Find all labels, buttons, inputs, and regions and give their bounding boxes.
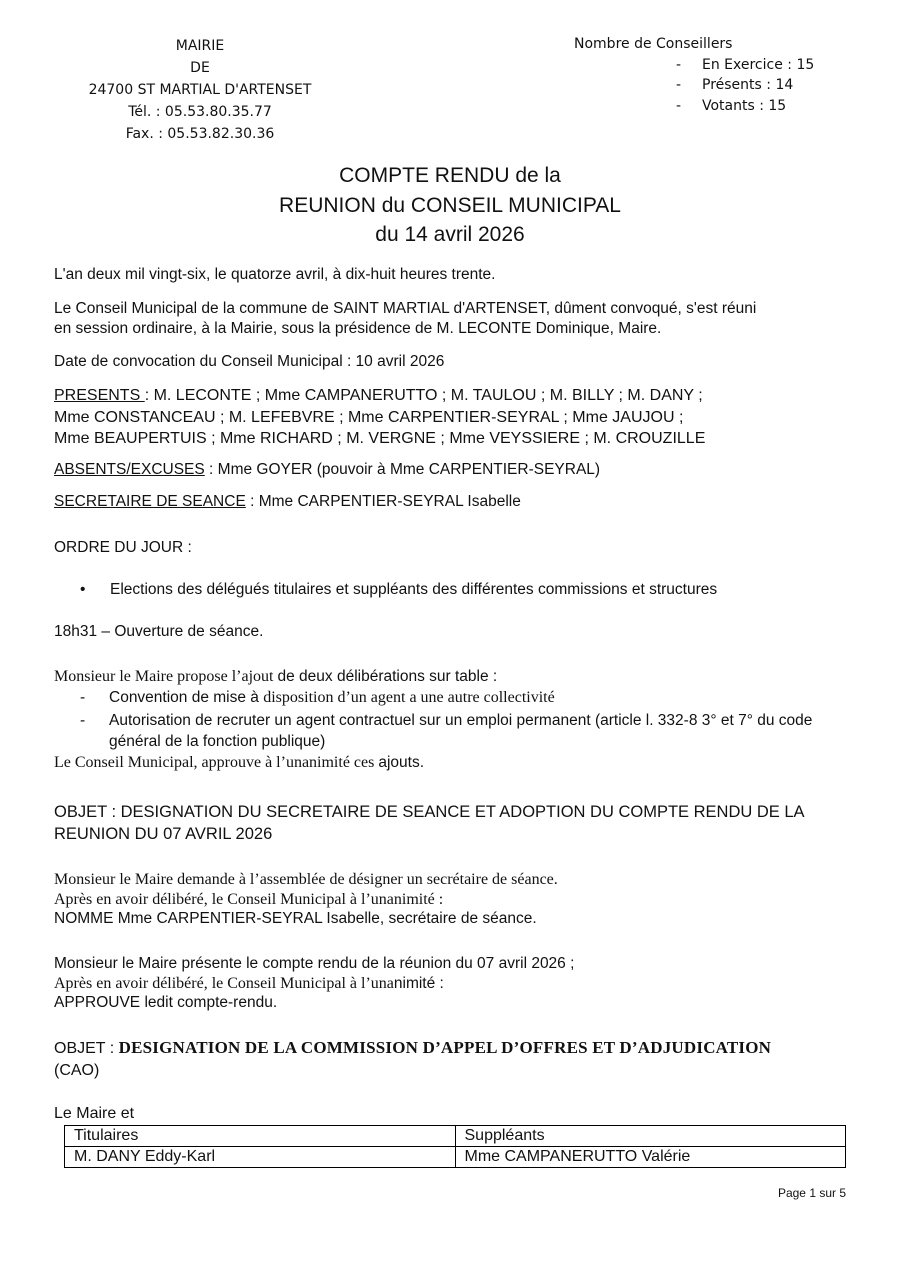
council-line: Le Conseil Municipal de la commune de SAINT MARTIAL d'ARTENSET, dûment convoqué, s'est réuni <box>54 300 757 317</box>
mairie-phone: Tél. : 05.53.80.35.77 <box>128 104 272 120</box>
objet1-after-2 <box>54 974 854 994</box>
additions-approval <box>54 752 854 773</box>
presents-paragraph <box>54 385 854 450</box>
dash-mark: - <box>676 77 682 93</box>
presents-label: PRESENTS <box>54 387 145 404</box>
agenda-heading-text: ORDRE DU JOUR : <box>54 539 192 556</box>
counsellors-item <box>574 75 814 96</box>
title-line: COMPTE RENDU de la <box>339 164 561 187</box>
objet1-compte-rendu-block <box>54 954 854 1013</box>
dash-mark: - <box>80 712 86 729</box>
title-line: du 14 avril 2026 <box>375 223 525 246</box>
absents-paragraph <box>54 460 854 480</box>
absents-label: ABSENTS/EXCUSES <box>54 461 205 478</box>
mairie-line: MAIRIE <box>175 38 225 54</box>
mairie-line: DE <box>190 60 210 76</box>
additions-block <box>54 666 854 773</box>
objet2-prefix: OBJET : <box>54 1040 119 1057</box>
secretaire-text: : Mme CARPENTIER-SEYRAL Isabelle <box>245 493 521 510</box>
objet1-nomme: NOMME Mme CARPENTIER-SEYRAL Isabelle, secrétaire de séance. <box>54 910 537 927</box>
convocation-paragraph <box>54 352 854 372</box>
date-text: L'an deux mil vingt-six, le quatorze avril, à dix-huit heures trente. <box>54 266 496 283</box>
counsellors-list <box>574 55 814 117</box>
document-title <box>0 161 900 250</box>
counsellors-item-text: Votants : 15 <box>702 97 787 114</box>
additions-intro-serif: Monsieur le Maire propose l’ajout <box>54 668 278 685</box>
counsellors-block <box>574 34 814 116</box>
dash-mark: - <box>676 56 682 73</box>
additions-item-sans: Convention de mise à <box>109 689 264 706</box>
counsellors-item <box>574 55 814 76</box>
counsellors-title: Nombre de Conseillers <box>574 36 733 52</box>
objet1-secretaire-block <box>54 870 854 929</box>
counsellors-item <box>574 96 814 117</box>
agenda-item-text: Elections des délégués titulaires et suppléants des différentes commissions et structures <box>110 581 718 598</box>
counsellors-item-text: Présents : 14 <box>702 77 794 93</box>
table-row <box>65 1147 846 1168</box>
agenda-heading <box>54 538 854 558</box>
presents-names: M. LECONTE ; Mme CAMPANERUTTO ; M. TAULOU ; M. BILLY ; M. DANY ; <box>153 387 703 404</box>
presents-sep: : <box>144 387 154 404</box>
agenda-item <box>80 581 717 599</box>
title-line: REUNION du CONSEIL MUNICIPAL <box>279 193 621 217</box>
opening-paragraph <box>54 622 854 642</box>
additions-approval-serif: Le Conseil Municipal, approuve à l’unanimité ces <box>54 754 379 771</box>
additions-item <box>54 710 854 752</box>
cao-table <box>64 1125 846 1168</box>
date-paragraph <box>54 265 854 285</box>
secretaire-label: SECRETAIRE DE SEANCE <box>54 493 246 510</box>
maire-et <box>54 1104 854 1124</box>
table-cell: Mme CAMPANERUTTO Valérie <box>455 1147 846 1168</box>
objet1-approuve: APPROUVE ledit compte-rendu. <box>54 994 278 1011</box>
objet1-after: Après en avoir délibéré, le Conseil Municipal à l’unanimité : <box>54 890 444 908</box>
additions-intro <box>54 666 854 687</box>
mairie-fax: Fax. : 05.53.82.30.36 <box>125 126 275 142</box>
additions-intro-sans: de deux délibérations sur table : <box>277 668 498 685</box>
dash-mark: - <box>80 689 86 706</box>
additions-item-sans: Autorisation de recruter un agent contractuel sur un emploi permanent (article l. 332-8 3° et 7° du code général de la fonction publique) <box>109 712 813 750</box>
objet2-heading <box>54 1037 846 1082</box>
objet1-after-2-sans: nimité : <box>393 974 444 992</box>
objet2-suffix: (CAO) <box>54 1062 100 1079</box>
secretaire-paragraph <box>54 492 854 512</box>
table-header-cell: Suppléants <box>455 1126 846 1147</box>
mairie-address-block <box>60 35 340 145</box>
mairie-line: 24700 ST MARTIAL D'ARTENSET <box>88 82 312 98</box>
counsellors-item-text: En Exercice : 15 <box>702 56 815 73</box>
bullet-icon: • <box>80 581 86 598</box>
objet1-ask: Monsieur le Maire demande à l’assemblée de désigner un secrétaire de séance. <box>54 871 558 888</box>
additions-item-serif: disposition d’un agent a une autre collectivité <box>263 689 555 706</box>
convocation-text: Date de convocation du Conseil Municipal : 10 avril 2026 <box>54 353 445 370</box>
page-number: Page 1 sur 5 <box>777 1186 846 1200</box>
objet2-title: DESIGNATION DE LA COMMISSION D’APPEL D’OFFRES ET D’ADJUDICATION <box>118 1038 772 1057</box>
objet1-after-2-serif: Après en avoir délibéré, le Conseil Municipal à l’una <box>54 974 394 992</box>
table-header-cell: Titulaires <box>65 1126 456 1147</box>
absents-text: : Mme GOYER (pouvoir à Mme CARPENTIER-SEYRAL) <box>204 461 601 478</box>
table-cell: M. DANY Eddy-Karl <box>65 1147 456 1168</box>
presents-line: Mme CONSTANCEAU ; M. LEFEBVRE ; Mme CARPENTIER-SEYRAL ; Mme JAUJOU ; <box>54 408 684 426</box>
objet1-presente: Monsieur le Maire présente le compte rendu de la réunion du 07 avril 2026 ; <box>54 955 575 972</box>
table-header-row <box>65 1126 846 1147</box>
council-paragraph <box>54 299 854 339</box>
council-line: en session ordinaire, à la Mairie, sous la présidence de M. LECONTE Dominique, Maire. <box>54 320 662 337</box>
presents-line <box>54 385 854 407</box>
additions-item <box>54 687 854 708</box>
objet1-heading: OBJET : DESIGNATION DU SECRETAIRE DE SEANCE ET ADOPTION DU COMPTE RENDU DE LA REUNION DU 07 AVRIL 2026 <box>54 803 804 843</box>
additions-approval-sans: ajouts. <box>378 754 425 771</box>
opening-text: 18h31 – Ouverture de séance. <box>54 623 264 640</box>
maire-et-text: Le Maire et <box>54 1105 135 1122</box>
presents-line: Mme BEAUPERTUIS ; Mme RICHARD ; M. VERGNE ; Mme VEYSSIERE ; M. CROUZILLE <box>54 430 706 447</box>
dash-mark: - <box>676 97 682 114</box>
